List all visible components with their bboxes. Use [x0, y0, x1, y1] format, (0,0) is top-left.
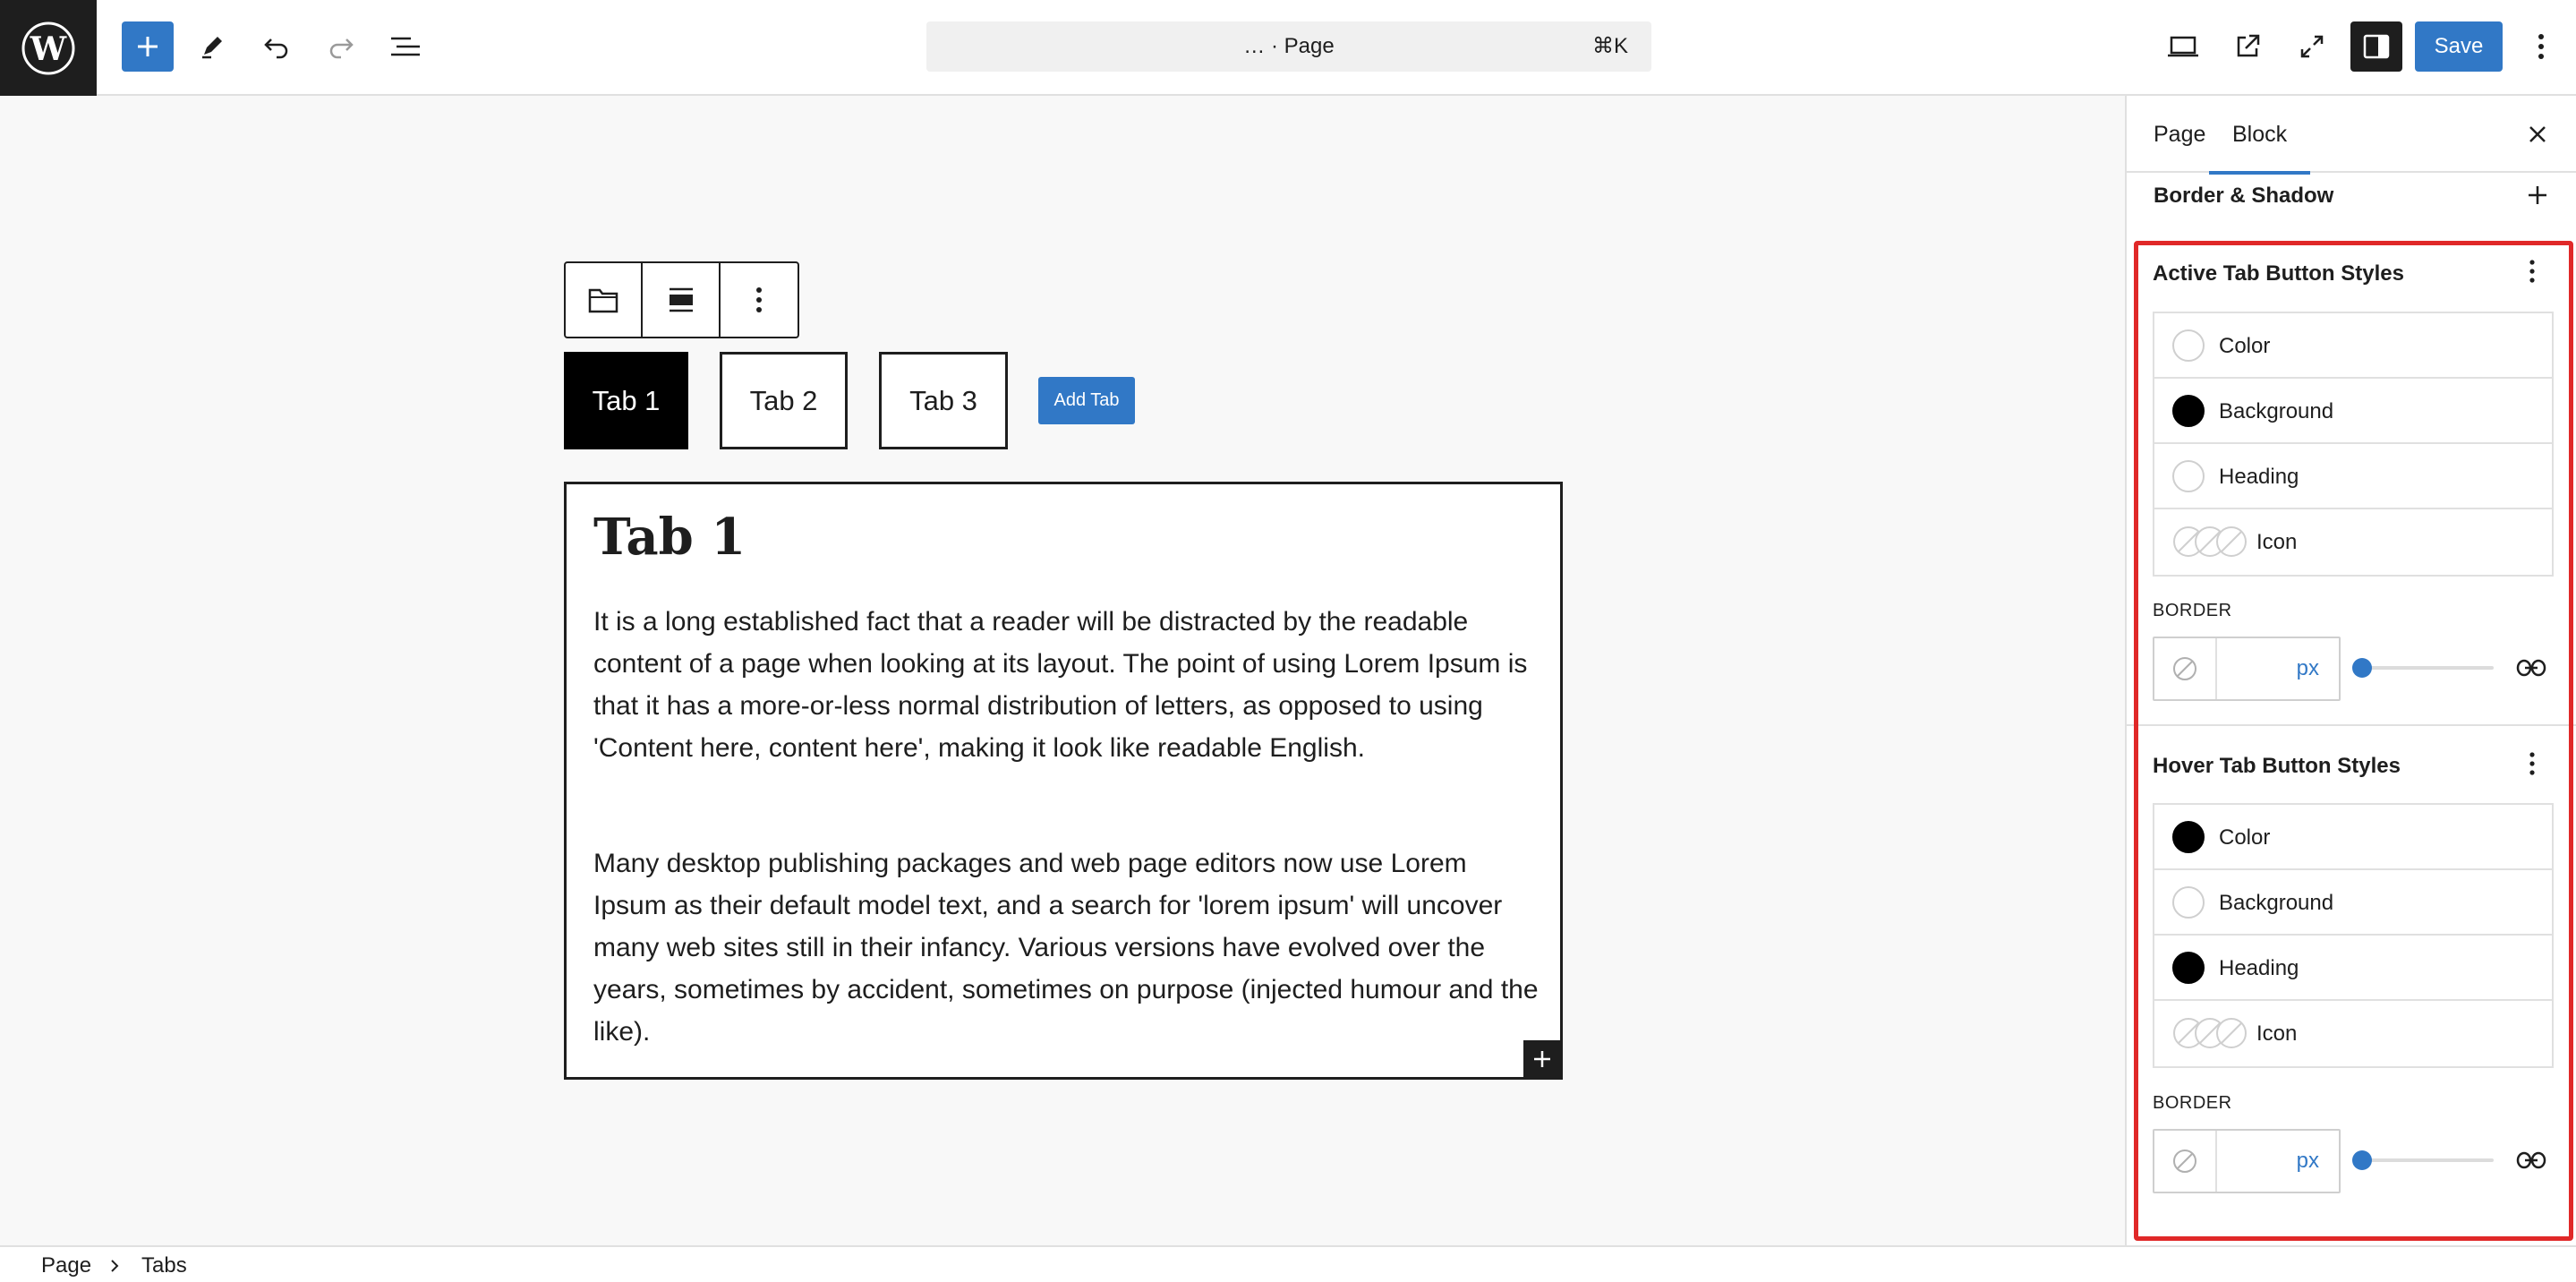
color-option-label: Color [2219, 825, 2271, 850]
options-menu-button[interactable] [2526, 21, 2556, 72]
panel-paragraph[interactable]: Many desktop publishing packages and web page editors now use Lorem Ipsum as their default model text, and a search for 'lorem ipsum' will uncover many web sites still in their infancy. Various versions have evolved over the years, sometimes by accident, sometimes on purpose (injected humour and the like). [593, 849, 1539, 1047]
align-button[interactable] [643, 263, 720, 337]
block-inserter-button[interactable] [1523, 1040, 1560, 1077]
color-option-label: Icon [2256, 530, 2298, 554]
tab-page[interactable]: Page [2154, 122, 2206, 147]
breadcrumb-item[interactable]: Page [41, 1253, 92, 1278]
tab-block[interactable]: Block [2232, 96, 2287, 173]
unit-select[interactable]: px [2296, 656, 2319, 680]
more-options-icon [755, 286, 763, 313]
external-link-icon [2233, 32, 2262, 61]
unit-select[interactable]: px [2296, 1149, 2319, 1173]
border-shadow-title[interactable]: Border & Shadow [2154, 184, 2334, 208]
tab-panel[interactable] [564, 482, 1563, 1080]
panel-heading[interactable]: Tab 1 [593, 508, 746, 567]
tab-button-3[interactable]: Tab 3 [879, 352, 1008, 449]
color-option-label: Background [2219, 399, 2334, 423]
document-title: … · Page [1243, 34, 1335, 58]
undo-button[interactable] [251, 21, 303, 72]
editor-canvas[interactable] [0, 96, 2125, 1245]
plus-icon [135, 34, 160, 59]
desktop-icon [2167, 34, 2199, 59]
fullscreen-button[interactable] [2286, 21, 2338, 72]
plus-icon [2527, 184, 2548, 206]
view-page-button[interactable] [2222, 21, 2273, 72]
tools-button[interactable] [186, 21, 238, 72]
wordpress-logo-icon [21, 21, 76, 76]
list-view-icon [389, 34, 422, 59]
tab-button-1[interactable]: Tab 1 [564, 352, 688, 449]
plus-icon [1532, 1049, 1552, 1069]
redo-button[interactable] [315, 21, 367, 72]
svg-text:W: W [30, 30, 67, 68]
close-icon [2528, 124, 2547, 144]
command-palette-bar[interactable] [926, 21, 1651, 72]
list-view-button[interactable] [380, 21, 431, 72]
fullscreen-icon [2299, 33, 2325, 60]
add-tab-button[interactable]: Add Tab [1038, 377, 1135, 424]
color-option-label: Background [2219, 891, 2334, 915]
tab-button-2[interactable]: Tab 2 [720, 352, 848, 449]
sidebar-tabs [2127, 96, 2576, 173]
color-option-label: Icon [2256, 1021, 2298, 1046]
color-option-label: Color [2219, 334, 2271, 358]
close-sidebar-button[interactable] [2524, 121, 2551, 148]
color-option-label: Heading [2219, 465, 2299, 489]
highlight-frame [2134, 241, 2573, 1241]
border-label: BORDER [2153, 601, 2232, 620]
block-breadcrumb [0, 1245, 2576, 1282]
wordpress-logo-button[interactable] [0, 0, 97, 96]
sidebar-icon [2362, 33, 2391, 60]
save-button[interactable]: Save [2415, 21, 2503, 72]
pencil-icon [199, 33, 226, 60]
active-styles-title: Active Tab Button Styles [2153, 261, 2404, 286]
redo-icon [327, 34, 355, 59]
device-preview-button[interactable] [2157, 21, 2209, 72]
block-toolbar [564, 261, 799, 338]
hover-styles-title: Hover Tab Button Styles [2153, 754, 2401, 778]
editor-header [0, 0, 2576, 96]
chevron-right-icon [109, 1258, 120, 1274]
shortcut-hint: ⌘K [1591, 34, 1628, 58]
undo-icon [262, 34, 291, 59]
vertical-ellipsis-icon [2538, 33, 2545, 60]
color-option-label: Heading [2219, 956, 2299, 980]
add-block-button[interactable] [122, 21, 174, 72]
align-icon [668, 286, 695, 314]
more-options-button[interactable] [721, 263, 798, 337]
block-type-button[interactable] [566, 263, 643, 337]
breadcrumb-item[interactable]: Tabs [141, 1253, 187, 1278]
border-shadow-add-button[interactable] [2524, 182, 2551, 209]
border-label: BORDER [2153, 1093, 2232, 1113]
settings-toggle-button[interactable] [2350, 21, 2402, 72]
tabs-block-icon [587, 286, 619, 314]
panel-paragraph[interactable]: It is a long established fact that a reader will be distracted by the readable content of a page when looking at its layout. The point of using Lorem Ipsum is that it has a more-or-less normal distribution of letters, as opposed to using 'Content here, content here', making it look like readable English. [593, 607, 1528, 763]
